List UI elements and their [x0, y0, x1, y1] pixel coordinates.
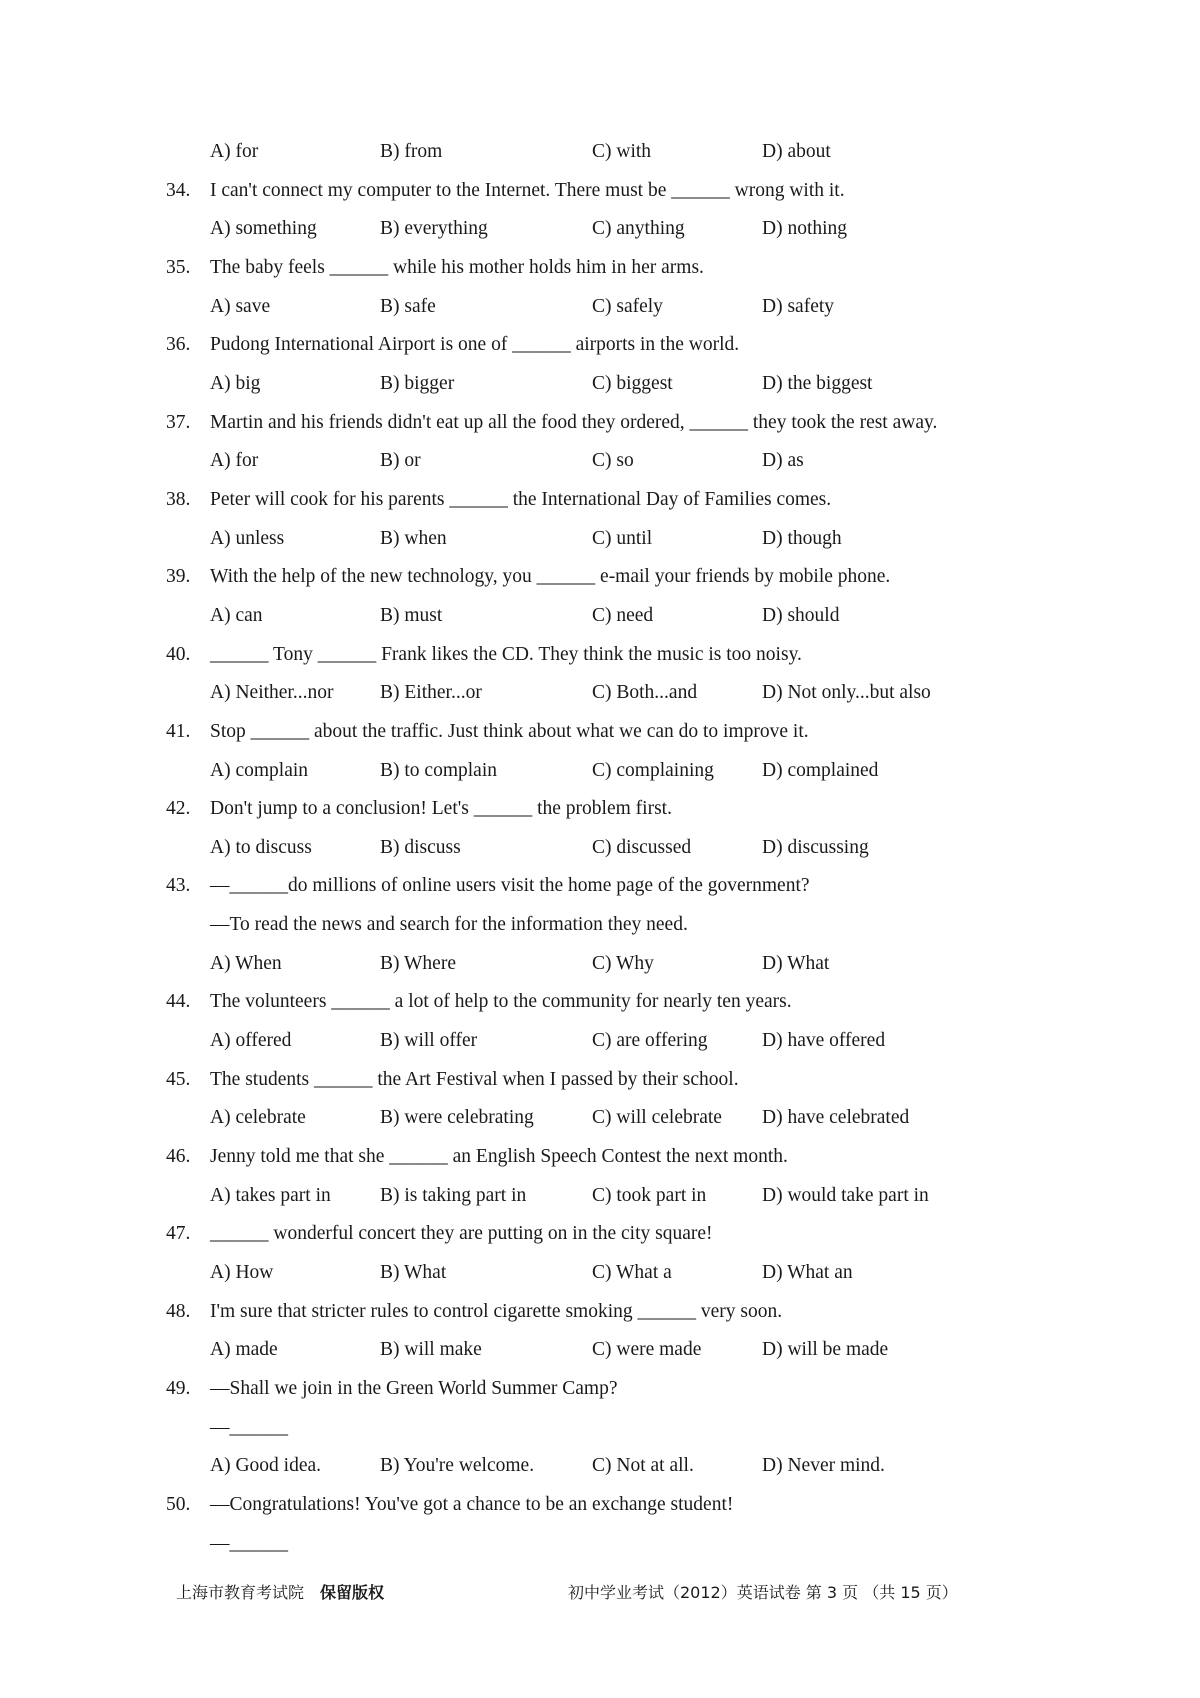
question-number: 38.	[166, 488, 191, 510]
question-text: Martin and his friends didn't eat up all the food they ordered, ______ they took the rest away.	[210, 411, 938, 433]
question-stem-continuation	[160, 906, 1040, 945]
question-text: —To read the news and search for the information they need.	[210, 914, 688, 936]
question-number: 47.	[166, 1223, 191, 1245]
question-item	[160, 1138, 1040, 1215]
option-a: A) Neither...nor	[210, 682, 334, 704]
option-a: A) Good idea.	[210, 1455, 322, 1477]
footer-exam-info: 初中学业考试（2012）英语试卷 第 3 页 （共 15 页）	[568, 1583, 958, 1602]
question-text: ______ wonderful concert they are putting on in the city square!	[210, 1223, 713, 1245]
option-a: A) celebrate	[210, 1107, 306, 1129]
option-c: C) Both...and	[592, 682, 698, 704]
question-number: 43.	[166, 875, 191, 897]
option-c: C) were made	[592, 1339, 702, 1361]
question-options	[160, 365, 1040, 404]
option-a: A) big	[210, 372, 261, 394]
option-b: B) Either...or	[380, 682, 482, 704]
option-b: B) to complain	[380, 759, 497, 781]
option-c: C) so	[592, 450, 634, 472]
question-item	[160, 867, 1040, 983]
question-item	[160, 636, 1040, 713]
question-item	[160, 481, 1040, 558]
page-footer	[0, 1578, 1200, 1608]
option-d: D) will be made	[762, 1339, 889, 1361]
question-text: Jenny told me that she ______ an English Speech Contest the next month.	[210, 1146, 788, 1168]
question-options	[160, 288, 1040, 327]
option-b: B) is taking part in	[380, 1184, 527, 1206]
question-item	[160, 1215, 1040, 1292]
option-d: D) safety	[762, 295, 835, 317]
option-c: C) Why	[592, 952, 654, 974]
question-stem-continuation	[160, 1409, 1040, 1448]
option-c: C) biggest	[592, 372, 673, 394]
question-stem	[160, 1138, 1040, 1177]
option-d: D) would take part in	[762, 1184, 929, 1206]
option-d: D) What	[762, 952, 830, 974]
question-number: 39.	[166, 566, 191, 588]
question-text: The volunteers ______ a lot of help to the community for nearly ten years.	[210, 991, 792, 1013]
question-options	[160, 945, 1040, 984]
question-number: 34.	[166, 179, 191, 201]
question-stem	[160, 790, 1040, 829]
option-b: B) everything	[380, 218, 488, 240]
question-number: 42.	[166, 798, 191, 820]
option-c: C) discussed	[592, 836, 692, 858]
option-a: A) takes part in	[210, 1184, 331, 1206]
option-c: C) need	[592, 604, 654, 626]
footer-rights: 保留版权	[320, 1583, 385, 1602]
question-item	[160, 1486, 1040, 1563]
question-text: ______ Tony ______ Frank likes the CD. They think the music is too noisy.	[210, 643, 802, 665]
question-options	[160, 1022, 1040, 1061]
option-b: B) from	[380, 141, 443, 162]
question-stem	[160, 404, 1040, 443]
option-d: D) about	[762, 141, 831, 162]
question-number: 41.	[166, 720, 191, 742]
option-d: D) nothing	[762, 218, 848, 240]
option-d: D) have celebrated	[762, 1107, 910, 1129]
question-text: Don't jump to a conclusion! Let's ______ the problem first.	[210, 798, 672, 820]
question-options	[160, 1254, 1040, 1293]
question-stem	[160, 713, 1040, 752]
option-a: A) save	[210, 295, 271, 317]
question-options	[160, 752, 1040, 791]
question-stem	[160, 1486, 1040, 1525]
option-a: A) unless	[210, 527, 285, 549]
option-c: C) anything	[592, 218, 685, 240]
question-stem	[160, 1215, 1040, 1254]
option-c: C) complaining	[592, 759, 714, 781]
option-a: A) How	[210, 1262, 274, 1284]
option-a: A) can	[210, 604, 263, 626]
question-text: Peter will cook for his parents ______ the International Day of Families comes.	[210, 488, 832, 510]
question-text: —______do millions of online users visit the home page of the government?	[210, 875, 810, 897]
option-a: A) complain	[210, 759, 309, 781]
question-stem	[160, 636, 1040, 675]
option-d: D) Never mind.	[762, 1455, 885, 1477]
option-d: D) discussing	[762, 836, 869, 858]
question-number: 44.	[166, 991, 191, 1013]
option-b: B) safe	[380, 295, 436, 317]
question-item	[160, 404, 1040, 481]
option-d: D) should	[762, 604, 840, 626]
question-number: 35.	[166, 256, 191, 278]
option-c: C) safely	[592, 295, 663, 317]
question-options	[160, 520, 1040, 559]
option-c: C) took part in	[592, 1184, 707, 1206]
question-item	[160, 713, 1040, 790]
question-number: 37.	[166, 411, 191, 433]
question-stem	[160, 172, 1040, 211]
option-d: D) What an	[762, 1262, 853, 1284]
question-options	[160, 1099, 1040, 1138]
question-text: —Congratulations! You've got a chance to be an exchange student!	[210, 1493, 734, 1515]
option-d: D) as	[762, 450, 804, 472]
question-stem	[160, 983, 1040, 1022]
question-options	[160, 597, 1040, 636]
option-c: C) until	[592, 527, 653, 549]
question-item	[160, 326, 1040, 403]
option-a: A) made	[210, 1339, 278, 1361]
option-d: D) complained	[762, 759, 879, 781]
option-b: B) will make	[380, 1339, 482, 1361]
question-text: —______	[210, 1532, 288, 1554]
option-b: B) You're welcome.	[380, 1455, 535, 1477]
footer-left	[176, 1578, 384, 1608]
option-d: D) Not only...but also	[762, 682, 931, 704]
question-item	[160, 1061, 1040, 1138]
question-number: 46.	[166, 1146, 191, 1168]
question-options	[160, 1331, 1040, 1370]
question-text: The baby feels ______ while his mother holds him in her arms.	[210, 256, 704, 278]
question-stem	[160, 1061, 1040, 1100]
question-text: —______	[210, 1416, 288, 1438]
question-stem-continuation	[160, 1525, 1040, 1564]
question-text: The students ______ the Art Festival when I passed by their school.	[210, 1068, 739, 1090]
option-c: C) are offering	[592, 1030, 708, 1052]
question-options	[160, 210, 1040, 249]
question-list	[160, 133, 1040, 1563]
question-stem	[160, 558, 1040, 597]
question-item	[160, 1293, 1040, 1370]
footer-publisher: 上海市教育考试院	[176, 1583, 305, 1602]
option-a: A) offered	[210, 1030, 292, 1052]
option-d: D) have offered	[762, 1030, 886, 1052]
option-c: C) What a	[592, 1262, 672, 1284]
question-text: I'm sure that stricter rules to control cigarette smoking ______ very soon.	[210, 1300, 783, 1322]
question-number: 40.	[166, 643, 191, 665]
option-c: C) Not at all.	[592, 1455, 694, 1477]
question-stem	[160, 1293, 1040, 1332]
question-number: 50.	[166, 1493, 191, 1515]
option-a: A) for	[210, 141, 259, 162]
option-a: A) When	[210, 952, 282, 974]
option-b: B) were celebrating	[380, 1107, 534, 1129]
option-c: C) with	[592, 141, 652, 162]
question-33-options	[160, 133, 1040, 172]
option-a: A) to discuss	[210, 836, 312, 858]
question-text: Pudong International Airport is one of ______ airports in the world.	[210, 334, 740, 356]
option-c: C) will celebrate	[592, 1107, 722, 1129]
question-text: —Shall we join in the Green World Summer Camp?	[210, 1378, 618, 1399]
question-options	[160, 674, 1040, 713]
option-b: B) will offer	[380, 1030, 478, 1052]
question-number: 36.	[166, 334, 191, 356]
question-stem	[160, 326, 1040, 365]
question-number: 48.	[166, 1300, 191, 1322]
question-item	[160, 558, 1040, 635]
question-number: 45.	[166, 1068, 191, 1090]
option-d: D) the biggest	[762, 372, 873, 394]
question-stem	[160, 867, 1040, 906]
question-options	[160, 1447, 1040, 1486]
option-a: A) for	[210, 450, 259, 472]
question-number: 49.	[166, 1378, 191, 1399]
question-text: Stop ______ about the traffic. Just think about what we can do to improve it.	[210, 720, 809, 742]
question-options	[160, 829, 1040, 868]
question-stem	[160, 249, 1040, 288]
option-b: B) What	[380, 1262, 447, 1284]
question-stem	[160, 481, 1040, 520]
question-item	[160, 1370, 1040, 1486]
question-options	[160, 1177, 1040, 1216]
option-d: D) though	[762, 527, 842, 549]
question-item	[160, 172, 1040, 249]
option-b: B) when	[380, 527, 447, 549]
question-text: I can't connect my computer to the Internet. There must be ______ wrong with it.	[210, 179, 845, 201]
question-item	[160, 249, 1040, 326]
option-b: B) bigger	[380, 372, 455, 394]
option-b: B) Where	[380, 952, 456, 974]
option-b: B) discuss	[380, 836, 461, 858]
question-text: With the help of the new technology, you ______ e-mail your friends by mobile phone.	[210, 566, 891, 588]
option-b: B) must	[380, 604, 443, 626]
question-item	[160, 790, 1040, 867]
option-a: A) something	[210, 218, 317, 240]
question-options	[160, 442, 1040, 481]
option-b: B) or	[380, 450, 421, 472]
question-stem	[160, 1370, 1040, 1409]
question-item	[160, 983, 1040, 1060]
